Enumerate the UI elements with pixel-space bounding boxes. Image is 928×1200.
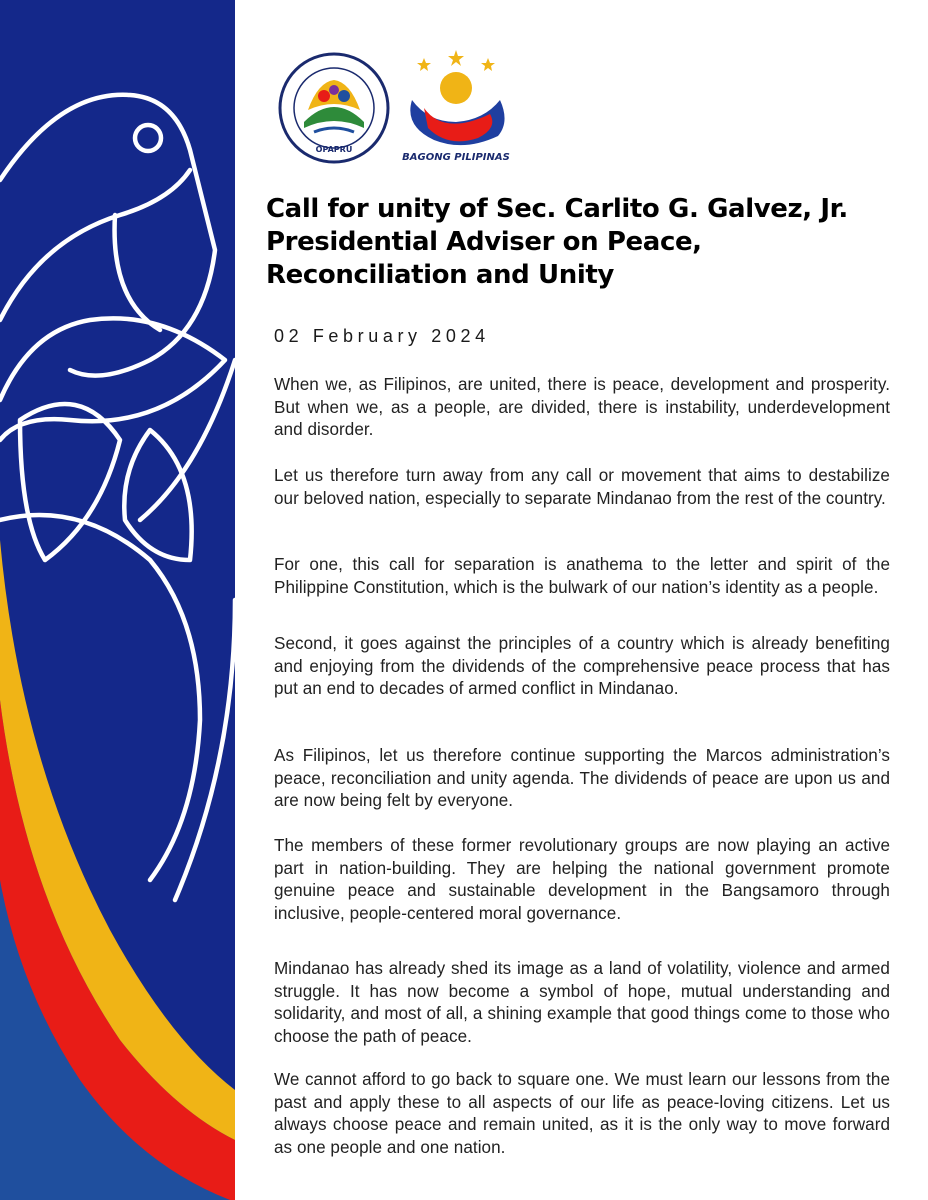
body-paragraph: Mindanao has already shed its image as a land of volatility, violence and armed struggle. It has now become a symbol of hope, mutual understanding and solidarity, and most of all, a shining example that good things come to those who choose the path of peace. (274, 959, 890, 1046)
decorative-sidebar (0, 0, 235, 1200)
page-title (266, 193, 890, 292)
bagong-pilipinas-logo (394, 48, 518, 164)
title-line: Reconciliation and Unity (266, 260, 614, 290)
title-line: Presidential Adviser on Peace, (266, 227, 702, 257)
bagong-pilipinas-label: BAGONG PILIPINAS (402, 152, 510, 163)
body-paragraph: We cannot afford to go back to square one. We must learn our lessons from the past and apply these to all aspects of our life as peace-loving citizens. Let us always choose peace and remain united, as it is the only way to move forward as one people and one nation. (274, 1070, 890, 1157)
logo-row (278, 48, 538, 168)
body-paragraph: The members of these former revolutionary groups are now playing an active part in nation-building. They are helping the national government promote genuine peace and sustainable development in the Bangsamoro through inclusive, people-centered moral governance. (274, 836, 890, 923)
title-line: Call for unity of Sec. Carlito G. Galvez, Jr. (266, 194, 848, 224)
opapru-seal-label: OPAPRU (315, 145, 353, 154)
body-paragraph: When we, as Filipinos, are united, there is peace, development and prosperity. But when we, as a people, are divided, there is instability, underdevelopment and disorder. (274, 375, 890, 439)
body-paragraph: Let us therefore turn away from any call or movement that aims to destabilize our beloved nation, especially to separate Mindanao from the rest of the country. (274, 466, 890, 508)
statement-date: 02 February 2024 (274, 326, 490, 346)
opapru-seal-logo (278, 52, 390, 164)
statement-content (266, 0, 890, 1200)
dove-graphic (0, 0, 235, 1200)
body-paragraph: Second, it goes against the principles of a country which is already benefiting and enjoying from the dividends of the comprehensive peace process that has put an end to decades of armed conflict in Mindanao. (274, 634, 890, 698)
body-paragraph: For one, this call for separation is anathema to the letter and spirit of the Philippine Constitution, which is the bulwark of our nation’s identity as a people. (274, 555, 890, 597)
body-paragraph: As Filipinos, let us therefore continue supporting the Marcos administration’s peace, reconciliation and unity agenda. The dividends of peace are upon us and are now being felt by everyone. (274, 746, 890, 810)
